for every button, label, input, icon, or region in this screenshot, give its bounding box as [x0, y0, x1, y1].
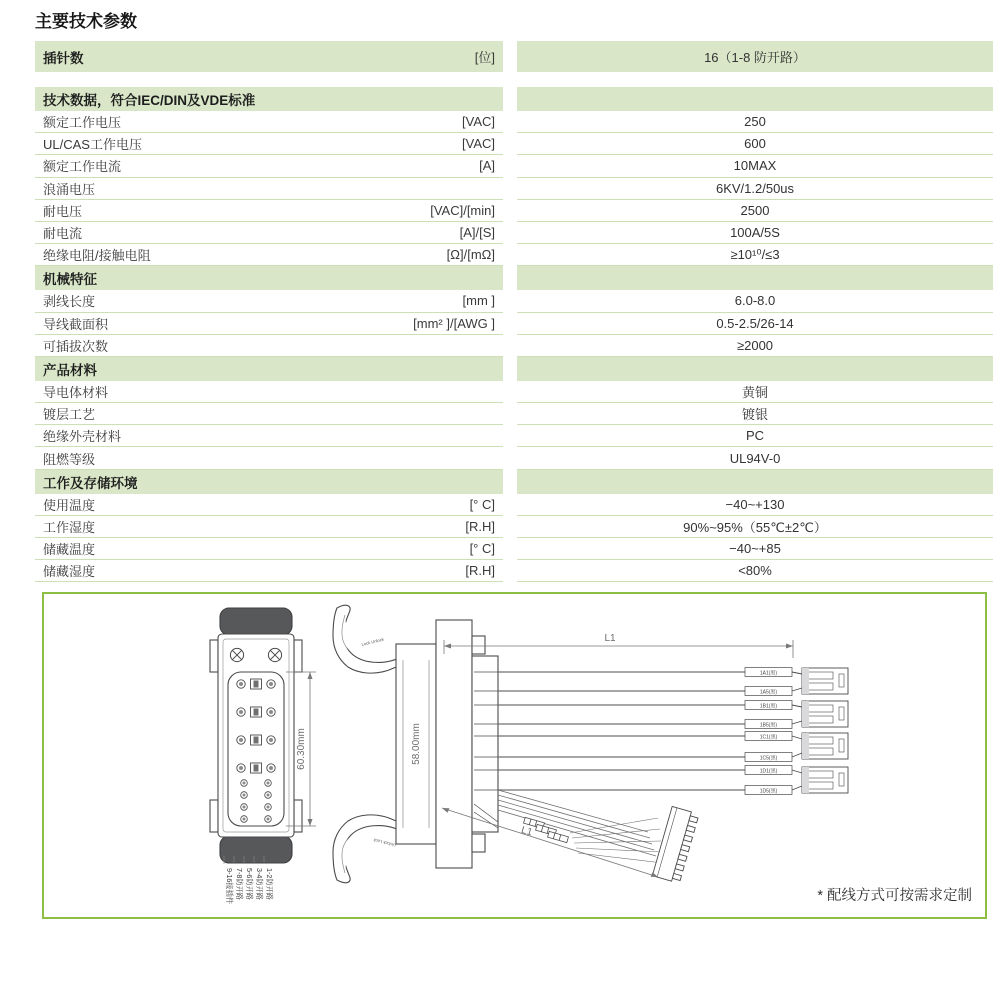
spec-section-row [35, 357, 993, 381]
spec-label: 可插拔次数 [43, 338, 109, 354]
spec-value: −40~+130 [517, 494, 993, 516]
spec-label: 绝缘电阻/接触电阻 [43, 248, 151, 264]
spec-row [35, 290, 993, 312]
spec-row [35, 244, 993, 266]
spec-left-cell [35, 516, 503, 538]
spec-value [517, 357, 993, 381]
wire-label: 1A5(黑) [759, 689, 778, 696]
spec-value: <80% [517, 560, 993, 582]
spec-left-cell [35, 200, 503, 222]
pin-group-label: 1-2防开路 [265, 868, 274, 901]
spec-row [35, 538, 993, 560]
spec-label: UL/CAS工作电压 [43, 137, 142, 153]
spec-left-cell [35, 178, 503, 200]
spec-left-cell [35, 560, 503, 582]
spec-label: 剥线长度 [43, 294, 96, 310]
connector-drawing-svg [44, 594, 985, 917]
spec-value: ≥2000 [517, 335, 993, 357]
spec-value [517, 87, 993, 111]
spec-left-cell [35, 381, 503, 403]
spec-spacer [35, 72, 993, 87]
spec-left-cell [35, 447, 503, 469]
harness-length-label-bottom: L1 [519, 825, 534, 839]
pin-insert [228, 672, 284, 826]
wire-label: 1C1(黑) [759, 734, 778, 741]
spec-label: 阻燃等级 [43, 451, 96, 467]
spec-section-row [35, 470, 993, 494]
side-rear-housing [436, 620, 498, 868]
spec-label: 工作及存储环境 [43, 475, 138, 491]
front-view [210, 608, 316, 904]
spec-unit: [A] [479, 158, 495, 174]
receptacle-connector [792, 733, 848, 759]
spec-label: 浪涌电压 [43, 181, 96, 197]
customization-note: * 配线方式可按需求定制 [817, 888, 972, 905]
lower-wire-bundle [498, 790, 656, 856]
wire-labels [745, 668, 792, 795]
harness-length-dimension-top [444, 640, 793, 658]
spec-row [35, 494, 993, 516]
spec-label: 机械特征 [43, 272, 97, 288]
spec-label: 绝缘外壳材料 [43, 429, 122, 445]
spec-unit: [VAC] [462, 136, 495, 152]
receptacle-connector [792, 668, 848, 694]
spec-label: 储藏湿度 [43, 564, 96, 580]
spec-left-cell [35, 133, 503, 155]
spec-label: 储藏温度 [43, 542, 96, 558]
lever-text-top: Lock Unlock [361, 636, 385, 648]
side-height-dim-label: 58.00mm [411, 723, 422, 766]
wire-harness [442, 633, 848, 883]
spec-left-cell [35, 335, 503, 357]
wire-label: 1C5(黑) [759, 755, 778, 762]
wires [498, 672, 745, 790]
spec-left-cell [35, 357, 503, 381]
wire-label: 1A1(黑) [759, 670, 778, 677]
spec-value: 黄铜 [517, 381, 993, 403]
spec-row [35, 425, 993, 447]
spec-value: 16（1-8 防开路） [517, 41, 993, 72]
spec-label: 额定工作电流 [43, 159, 122, 175]
spec-unit: [VAC]/[min] [430, 202, 495, 218]
spec-label: 技术数据，符合IEC/DIN及VDE标准 [43, 93, 256, 108]
spec-value: ≥10¹⁰/≤3 [517, 244, 993, 266]
receptacle-connectors [792, 668, 848, 793]
spec-row [35, 516, 993, 538]
spec-row [35, 313, 993, 335]
spec-unit: [A]/[S] [459, 225, 495, 241]
harness-length-label-top: L1 [604, 633, 616, 645]
spec-value: PC [517, 425, 993, 447]
spec-value: 0.5-2.5/26-14 [517, 313, 993, 335]
lever-text-bottom: Unlock Lock [372, 837, 397, 849]
spec-row [35, 222, 993, 244]
technical-drawing [42, 592, 987, 919]
spec-value: 6.0-8.0 [517, 290, 993, 312]
spec-row [35, 381, 993, 403]
spec-left-cell [35, 155, 503, 177]
spec-row [35, 111, 993, 133]
spec-label: 使用温度 [43, 497, 96, 513]
receptacle-connector [792, 701, 848, 727]
spec-label: 插针数 [43, 50, 84, 66]
spec-unit: [° C] [469, 541, 495, 557]
spec-left-cell [35, 290, 503, 312]
spec-value: 6KV/1.2/50us [517, 178, 993, 200]
spec-row [35, 560, 993, 582]
spec-left-cell [35, 403, 503, 425]
spec-label: 额定工作电压 [43, 115, 122, 131]
spec-row [35, 133, 993, 155]
spec-row [35, 200, 993, 222]
front-bottom-cap [220, 836, 292, 863]
spec-left-cell [35, 494, 503, 516]
front-height-dim-label: 60.30mm [296, 728, 307, 771]
front-top-cap [220, 608, 292, 635]
pin-group-label: 3-4防开路 [255, 868, 264, 901]
spec-value: 10MAX [517, 155, 993, 177]
spec-row [35, 178, 993, 200]
spec-value: 镀银 [517, 403, 993, 425]
spec-value: UL94V-0 [517, 447, 993, 469]
spec-unit: [R.H] [465, 518, 495, 534]
spec-label: 工作湿度 [43, 519, 96, 535]
page-title: 主要技术参数 [35, 12, 137, 31]
side-view [333, 606, 498, 883]
spec-label: 产品材料 [43, 362, 97, 378]
spec-row [35, 447, 993, 469]
spec-left-cell [35, 41, 503, 72]
spec-left-cell [35, 266, 503, 290]
pin-group-label: 5-6防开路 [245, 868, 254, 901]
spec-left-cell [35, 87, 503, 111]
spec-left-cell [35, 425, 503, 447]
spec-unit: [° C] [469, 496, 495, 512]
spec-value: 250 [517, 111, 993, 133]
spec-label: 耐电压 [43, 203, 83, 219]
spec-value: 600 [517, 133, 993, 155]
spec-label: 镀层工艺 [43, 407, 96, 423]
spec-label: 耐电流 [43, 226, 83, 242]
wire-label: 1D5(黑) [759, 788, 778, 795]
spec-value: 2500 [517, 200, 993, 222]
pin-group-label: 9-16接插件 [225, 868, 234, 905]
spec-value: −40~+85 [517, 538, 993, 560]
pin-group-label: 7-8防开路 [235, 868, 244, 901]
spec-left-cell [35, 470, 503, 494]
spec-value: 100A/5S [517, 222, 993, 244]
spec-section-row [35, 87, 993, 111]
wire-label: 1B5(黑) [759, 722, 778, 729]
wire-label: 1B1(黑) [759, 703, 778, 710]
spec-row [35, 335, 993, 357]
spec-value [517, 470, 993, 494]
spec-label: 导电体材料 [43, 384, 109, 400]
spec-left-cell [35, 538, 503, 560]
spec-unit: [mm ] [462, 293, 495, 309]
spec-left-cell [35, 222, 503, 244]
spec-left-cell [35, 111, 503, 133]
spec-unit: [mm² ]/[AWG ] [413, 315, 495, 331]
spec-row [35, 403, 993, 425]
spec-section-row [35, 266, 993, 290]
receptacle-connector [792, 767, 848, 793]
spec-row [35, 41, 993, 72]
spec-value [517, 266, 993, 290]
spec-left-cell [35, 313, 503, 335]
spec-unit: [位] [474, 50, 495, 65]
spec-row [35, 155, 993, 177]
spec-unit: [R.H] [465, 563, 495, 579]
spec-label: 导线截面积 [43, 316, 109, 332]
spec-left-cell [35, 244, 503, 266]
spec-value: 90%~95%（55℃±2℃） [517, 516, 993, 538]
wire-label: 1D1(黑) [759, 768, 778, 775]
pcb-header-connector [652, 807, 699, 884]
spec-unit: [VAC] [462, 114, 495, 130]
spec-unit: [Ω]/[mΩ] [446, 247, 495, 263]
spec-table [35, 41, 993, 582]
